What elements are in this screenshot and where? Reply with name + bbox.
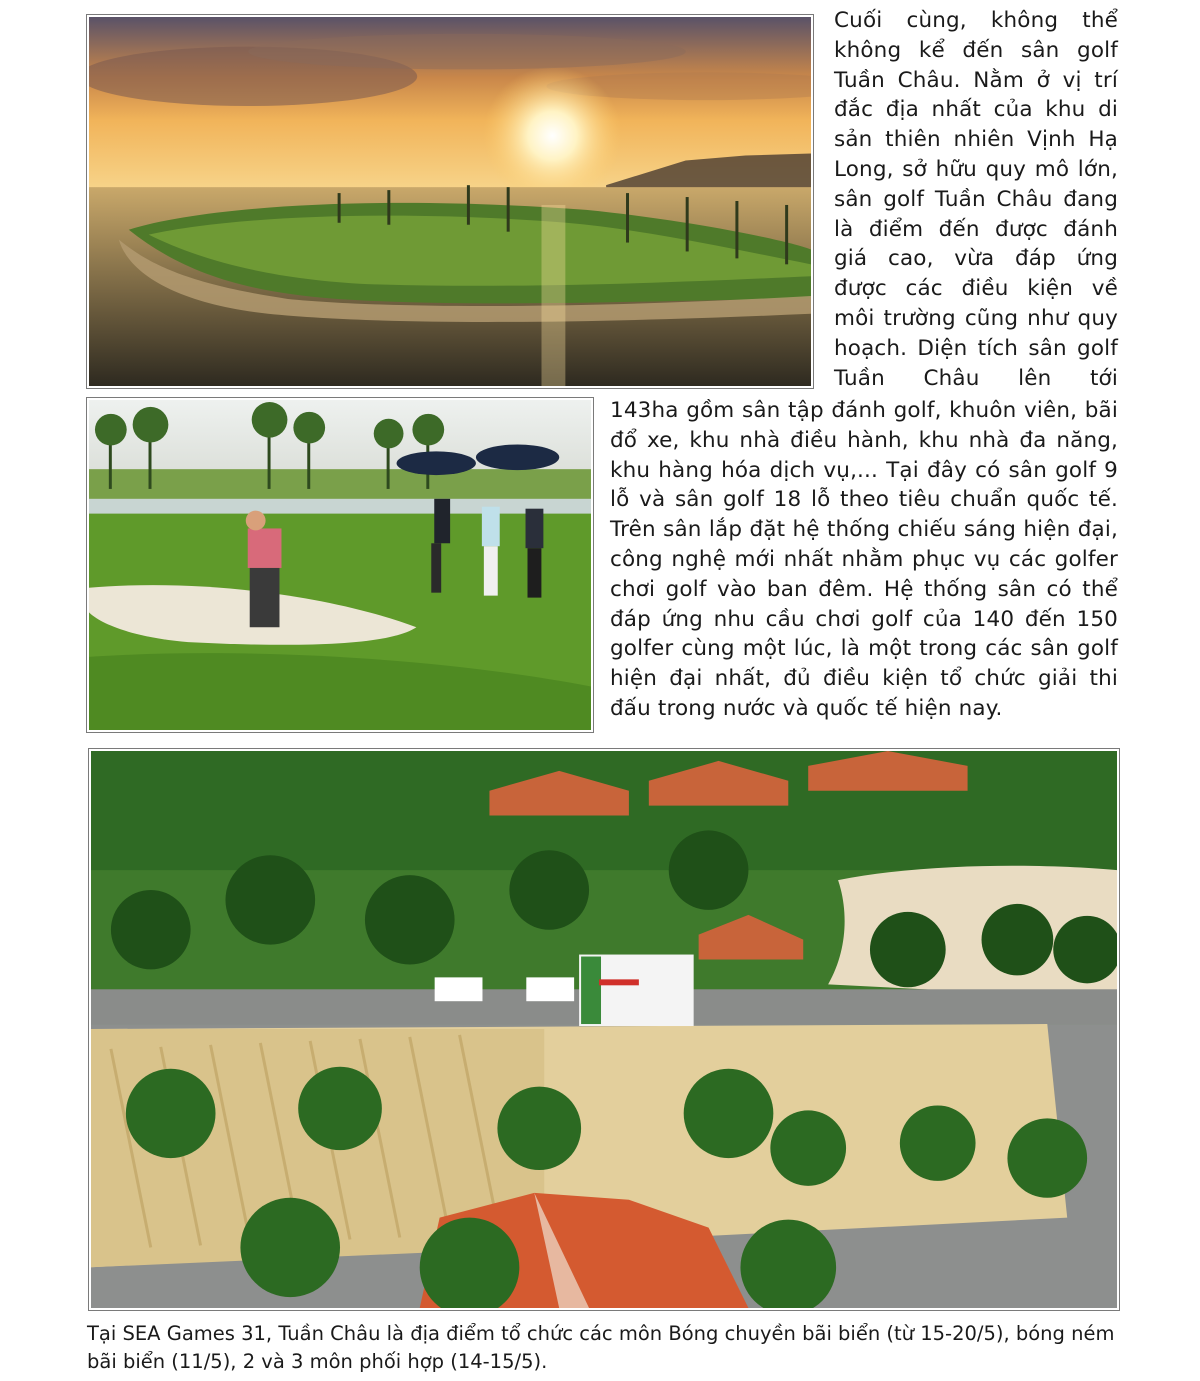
article-paragraph-part2: 143ha gồm sân tập đánh golf, khuôn viên, bãi đổ xe, khu nhà điều hành, khu nhà đa năng, khu hàng hóa dịch vụ,... Tại đây có sân golf 9 lỗ và sân golf 18 lỗ theo tiêu chuẩn quốc tế. Trên sân lắp đặt hệ thống chiếu sáng hiện đại, công nghệ mới nhất nhằm phục vụ các golfer chơi golf vào ban đêm. Hệ thống sân có thể đáp ứng nhu cầu chơi golf của 140 đến 150 golfer cùng một lúc, là một trong các sân golf hiện đại nhất, đủ điều kiện tổ chức giải thi đấu trong nước và quốc tế hiện nay.	[610, 398, 1118, 721]
article-paragraph-part1: Cuối cùng, không thể không kể đến sân golf Tuần Châu. Nằm ở vị trí đắc địa nhất của khu di sản thiên nhiên Vịnh Hạ Long, sở hữu quy mô lớn, sân golf Tuần Châu đang là điểm đến được đánh giá cao, vừa đáp ứng được các điều kiện về môi trường cũng như quy hoạch. Diện tích sân golf Tuần Châu lên tới	[834, 8, 1118, 391]
photo-aerial-beach-venue	[89, 749, 1119, 1310]
photo-caption: Tại SEA Games 31, Tuần Châu là địa điểm tổ chức các môn Bóng chuyền bãi biển (từ 15-20/5), bóng ném bãi biển (11/5), 2 và 3 môn phối hợp (14-15/5).	[87, 1322, 1115, 1373]
photo-golf-course-sunset	[87, 15, 813, 388]
photo-golfers-on-course	[87, 398, 593, 732]
